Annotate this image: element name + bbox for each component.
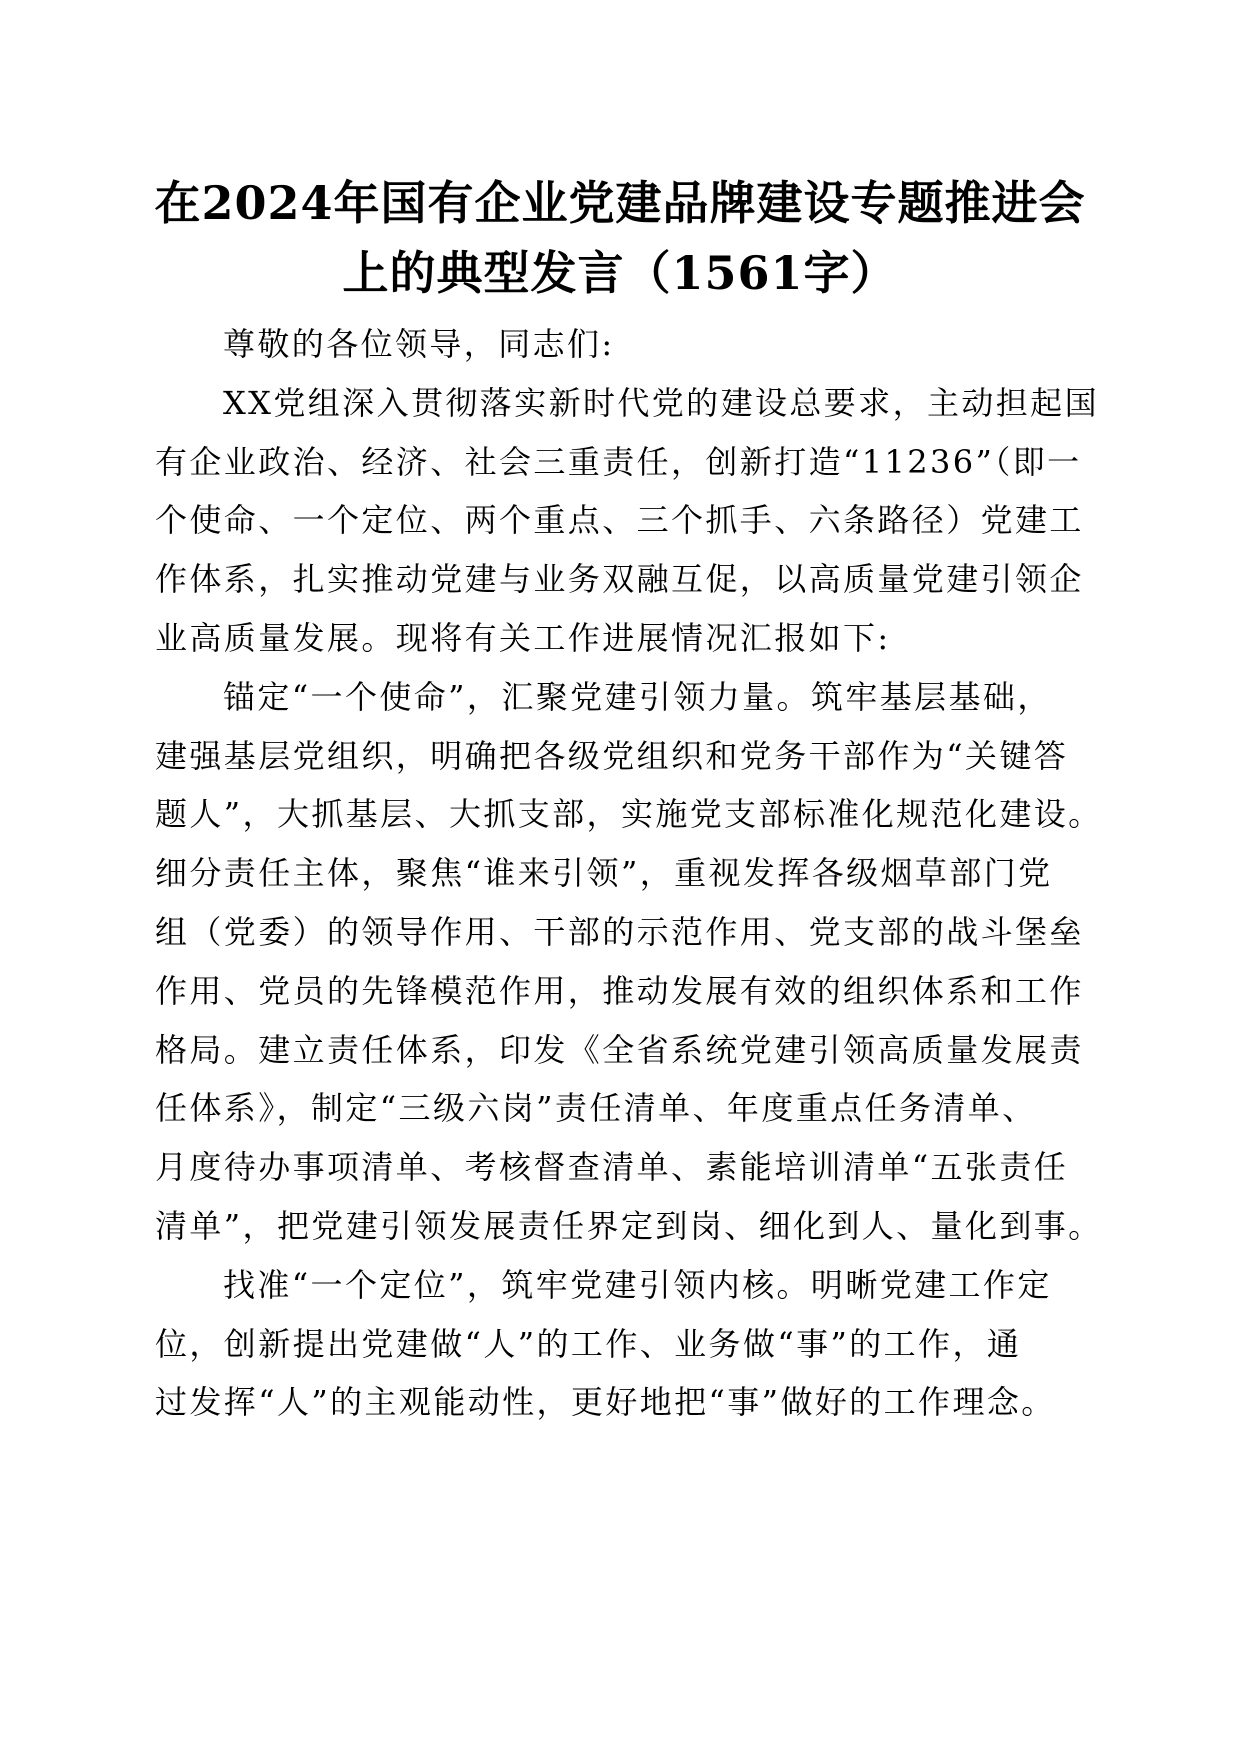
paragraph-line: 组（党委）的领导作用、干部的示范作用、党支部的战斗堡垒: [155, 912, 1084, 951]
title-line-2: 上的典型发言（1561字）: [342, 246, 898, 300]
paragraph-line: 个使命、一个定位、两个重点、三个抓手、六条路径）党建工: [155, 501, 1084, 540]
paragraph-line: 题人”，大抓基层、大抓支部，实施党支部标准化规范化建设。: [155, 795, 1103, 834]
paragraph-line: 作用、党员的先锋模范作用，推动发展有效的组织体系和工作: [155, 971, 1084, 1010]
paragraph-line: 清单”，把党建引领发展责任界定到岗、细化到人、量化到事。: [155, 1206, 1103, 1245]
paragraph-line: 建强基层党组织，明确把各级党组织和党务干部作为“关键答: [155, 736, 1069, 775]
paragraph-line: 业高质量发展。现将有关工作进展情况汇报如下:: [155, 618, 891, 657]
paragraph-line: XX党组深入贯彻落实新时代党的建设总要求，主动担起国: [223, 383, 1099, 422]
title-line-1: 在2024年国有企业党建品牌建设专题推进会: [154, 176, 1086, 230]
paragraph-line: 格局。建立责任体系，印发《全省系统党建引领高质量发展责: [155, 1030, 1084, 1069]
paragraph-line: 锚定“一个使命”，汇聚党建引领力量。筑牢基层基础，: [223, 677, 1052, 716]
paragraph-line: 任体系》，制定“三级六岗”责任清单、年度重点任务清单、: [155, 1089, 1037, 1128]
paragraph-line: 月度待办事项清单、考核督查清单、素能培训清单“五张责任: [155, 1148, 1069, 1187]
document-title: [120, 168, 1120, 308]
paragraph-line: 过发挥“人”的主观能动性，更好地把“事”做好的工作理念。: [155, 1383, 1056, 1422]
paragraph-line: 细分责任主体，聚焦“谁来引领”，重视发挥各级烟草部门党: [155, 854, 1053, 893]
salutation-line: 尊敬的各位领导，同志们:: [223, 325, 615, 363]
paragraph-line: 位，创新提出党建做“人”的工作、业务做“事”的工作，通: [155, 1324, 1022, 1363]
paragraph-line: 作体系，扎实推动党建与业务双融互促，以高质量党建引领企: [155, 560, 1084, 599]
document-body: [155, 315, 1103, 1432]
paragraph-line: 有企业政治、经济、社会三重责任，创新打造“11236”（即一: [155, 442, 1082, 481]
paragraph-line: 找准“一个定位”，筑牢党建引领内核。明晰党建工作定: [223, 1265, 1052, 1304]
